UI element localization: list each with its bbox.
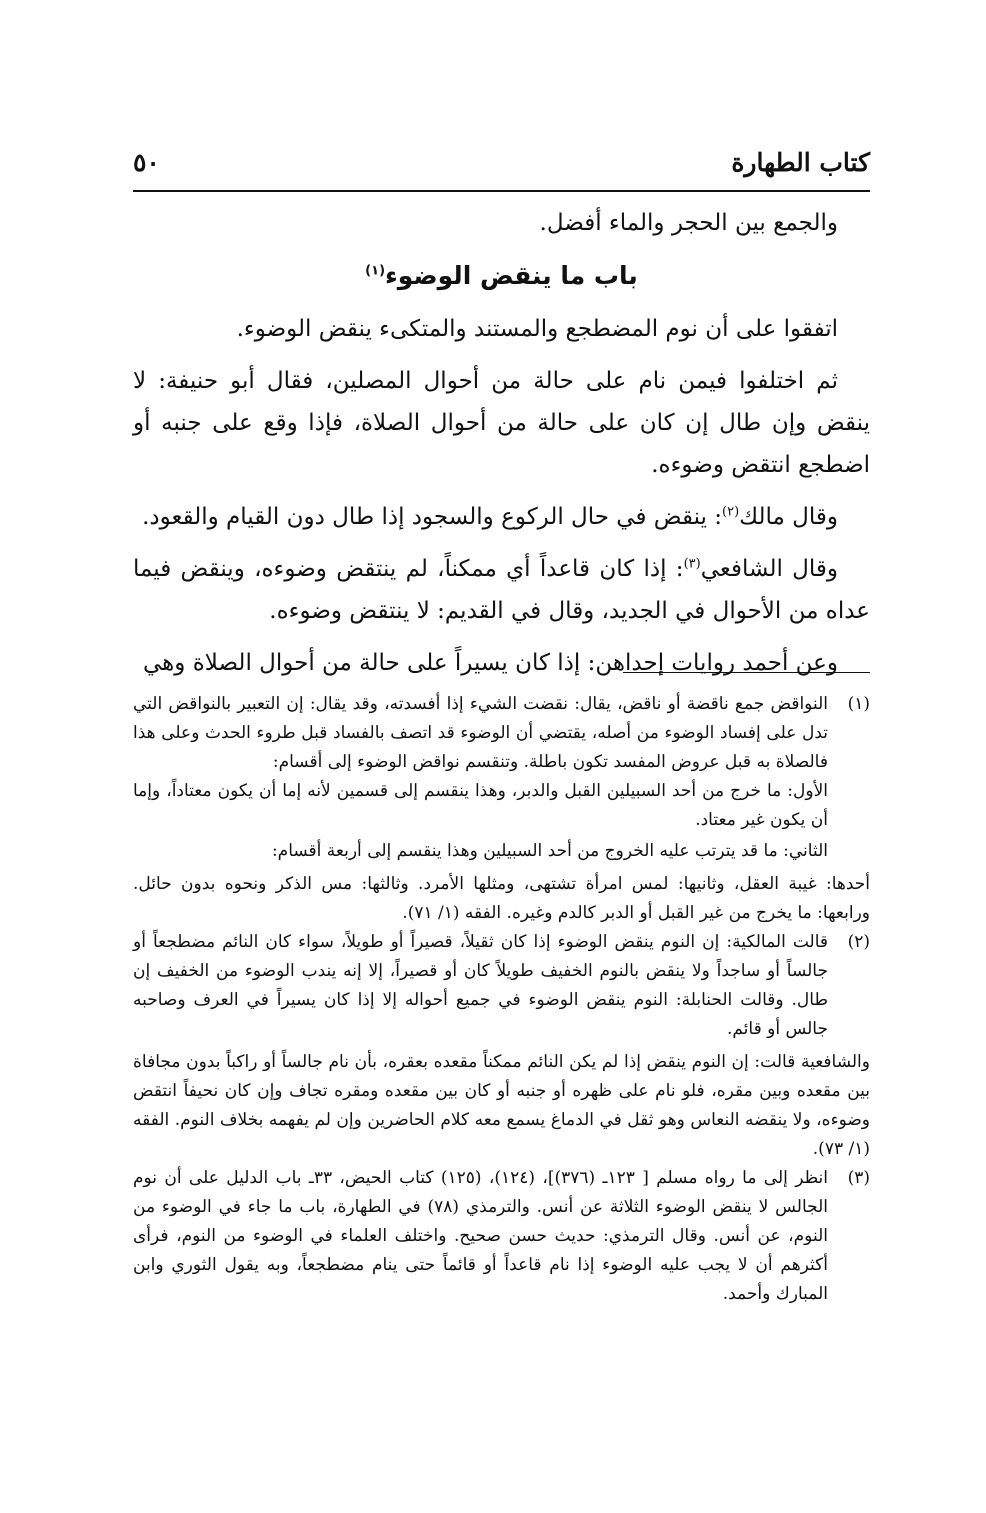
footnote-line: أحدها: غيبة العقل، وثانيها: لمس امرأة تشتهى، ومثلها الأمرد. وثالثها: مس الذكر ونحوه بدون حائل. ورابعها: ما يخرج من غير القبل أو الدبر كالدم وغيره. الفقه (١/ ٧١).: [133, 874, 870, 923]
footnote-line: والشافعية قالت: إن النوم ينقض إذا لم يكن النائم ممكناً مقعده بعقره، بأن نام جالساً أو راكباً بدون مجافاة بين مقعده وبين مقره، فلو نام على ظهره أو جنبه أو كان بين مقعده ومقره تجاف وإن كان نحيفاً انتقض وضوءه، ولا ينقضه النعاس وهو ثقل في الدماغ يسمع معه كلام الحاضرين وإن لم يفهمه بخلاف النوم. الفقه (١/ ٧٣).: [133, 1052, 870, 1159]
footnote-line: الأول: ما خرج من أحد السبيلين القبل والدبر، وهذا ينقسم إلى قسمين لأنه إما أن يكون معتاداً، وإما أن يكون غير معتاد.: [133, 781, 828, 830]
paragraph-text: وقال مالك: [739, 504, 838, 530]
footnote-line: انظر إلى ما رواه مسلم [ ١٢٣ـ (٣٧٦)]، (١٢٤)، (١٢٥) كتاب الحيض، ٣٣ـ باب الدليل على أن نوم الجالس لا ينقض الوضوء الثلاثة عن أنس. والترمذي (٧٨) في الطهارة، باب ما جاء في الوضوء من النوم، عن أنس. وقال الترمذي: حديث حسن صحيح. واختلف العلماء في الوضوء من النوم، فرأى أكثرهم أن لا يجب عليه الوضوء إذا نام قاعداً أو قائماً حتى ينام مضطجعاً، وبه يقول الثوري وابن المبارك وأحمد.: [133, 1168, 829, 1304]
footnote-line: الثاني: ما قد يترتب عليه الخروج من أحد السبيلين وهذا ينقسم إلى أربعة أقسام:: [271, 841, 828, 861]
page-number: ٥٠: [133, 148, 160, 177]
footnote-2: [133, 928, 870, 1044]
paragraph: [133, 496, 870, 538]
footnotes: [133, 690, 870, 1313]
paragraph-text: وقال الشافعي: [700, 556, 839, 582]
paragraph-text: : إذا كان قاعداً أي ممكناً، لم ينتقض وضوءه، وينقض فيما عداه من الأحوال في الجديد، وقال في القديم: لا ينتقض وضوءه.: [133, 556, 870, 624]
chapter-title-text: باب ما ينقض الوضوء: [385, 261, 638, 290]
footnote-line: النواقض جمع ناقضة أو ناقض، يقال: نقضت الشيء إذا أفسدته، وقد يقال: إن التعبير بالنواقض التي تدل على إفساد الوضوء من أصله، يقتضي أن الوضوء قد اتصف بالفساد قبل طروء الحدث وعلى هذا فالصلاة به قبل عروض المفسد تكون باطلة. وتنقسم نواقض الوضوء إلى أقسام:: [133, 694, 828, 772]
running-header: [133, 148, 870, 188]
footnote-number: (٣): [847, 1168, 870, 1188]
paragraph: والجمع بين الحجر والماء أفضل.: [539, 210, 838, 236]
footnote-ref: (١): [365, 263, 386, 279]
header-rule: [133, 190, 870, 192]
footnote-number: (١): [847, 694, 870, 714]
footnote-3: [133, 1164, 870, 1309]
footnote-number: (٢): [847, 932, 870, 952]
footnote-ref: (٢): [722, 504, 740, 520]
chapter-title: [133, 254, 870, 298]
paragraph: [133, 548, 870, 632]
footnote-1: [133, 690, 870, 866]
footnote-line: قالت المالكية: إن النوم ينقض الوضوء إذا كان ثقيلاً، قصيراً أو طويلاً، سواء كان النائم مضطجعاً أو جالساً أو ساجداً ولا ينقض بالنوم الخفيف طويلاً كان أو قصيراً، إلا إنه يندب الوضوء من الخفيف إن طال. وقالت الحنابلة: النوم ينقض الوضوء في جميع أحواله إلا إذا كان يسيراً في العرف وصاحبه جالس أو قائم.: [133, 932, 828, 1039]
footnote-separator: [623, 672, 870, 673]
footnote-ref: (٣): [683, 556, 701, 572]
main-text: [133, 202, 870, 684]
footnote-body: [133, 928, 828, 1044]
footnote-body: [133, 690, 828, 866]
paragraph: اتفقوا على أن نوم المضطجع والمستند والمتكىء ينقض الوضوء.: [236, 316, 838, 342]
footnote-body: [133, 1164, 828, 1309]
running-title: كتاب الطهارة: [731, 148, 870, 177]
paragraph: ثم اختلفوا فيمن نام على حالة من أحوال المصلين، فقال أبو حنيفة: لا ينقض وإن طال إن كان على حالة من أحوال الصلاة، فإذا وقع على جنبه أو اضطجع انتقض وضوءه.: [133, 368, 870, 478]
paragraph: وعن أحمد روايات إحداهن: إذا كان يسيراً على حالة من أحوال الصلاة وهي: [143, 650, 838, 676]
paragraph-text: : ينقض في حال الركوع والسجود إذا طال دون القيام والقعود.: [142, 504, 722, 530]
